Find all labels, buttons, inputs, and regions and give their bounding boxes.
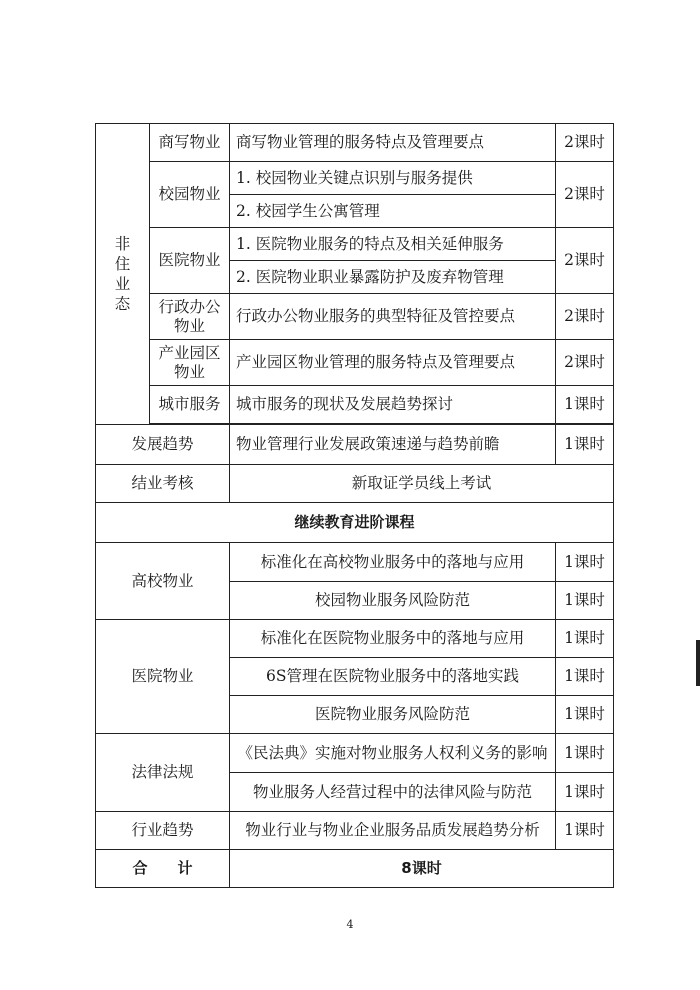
category-cell: 城市服务 [150, 386, 230, 424]
table-row [96, 228, 614, 261]
category-cell: 校园物业 [150, 162, 230, 228]
table-row [96, 425, 614, 465]
hours-cell: 1课时 [556, 773, 614, 812]
hours-cell: 1课时 [556, 734, 614, 773]
topic-cell: 医院物业服务风险防范 [230, 696, 556, 734]
category-cell: 高校物业 [96, 543, 230, 620]
topic-cell: 物业服务人经营过程中的法律风险与防范 [230, 773, 556, 812]
category-cell: 产业园区 物业 [150, 340, 230, 386]
topic-cell: 1. 医院物业服务的特点及相关延伸服务 [230, 228, 556, 261]
topic-cell: 商写物业管理的服务特点及管理要点 [230, 124, 556, 162]
page-number: 4 [346, 918, 354, 931]
category-cell: 法律法规 [96, 734, 230, 812]
topic-cell: 校园物业服务风险防范 [230, 582, 556, 620]
hours-cell: 1课时 [556, 812, 614, 850]
category-cell: 商写物业 [150, 124, 230, 162]
table-row [96, 734, 614, 773]
table-row [96, 465, 614, 503]
table-row [96, 543, 614, 582]
hours-cell: 2课时 [556, 340, 614, 386]
category-cell: 发展趋势 [96, 425, 230, 465]
table-row [96, 503, 614, 543]
hours-cell: 1课时 [556, 696, 614, 734]
topic-cell: 2. 校园学生公寓管理 [230, 195, 556, 228]
hours-cell: 1课时 [556, 543, 614, 582]
topic-cell: 城市服务的现状及发展趋势探讨 [230, 386, 556, 424]
table-row [96, 620, 614, 658]
hours-cell: 1课时 [556, 582, 614, 620]
topic-cell: 新取证学员线上考试 [230, 465, 614, 503]
table-row [96, 850, 614, 888]
topic-cell: 标准化在医院物业服务中的落地与应用 [230, 620, 556, 658]
topic-cell: 行政办公物业服务的典型特征及管控要点 [230, 294, 556, 340]
table-row [96, 812, 614, 850]
table-row [96, 340, 614, 386]
topic-cell: 6S管理在医院物业服务中的落地实践 [230, 658, 556, 696]
hours-cell: 2课时 [556, 124, 614, 162]
category-cell: 医院物业 [96, 620, 230, 734]
topic-cell: 标准化在高校物业服务中的落地与应用 [230, 543, 556, 582]
course-table [95, 123, 614, 888]
category-cell: 结业考核 [96, 465, 230, 503]
hours-cell: 1课时 [556, 425, 614, 465]
nonresidential-category: 非 住 业 态 [96, 124, 150, 425]
page-edge-tab [696, 640, 700, 686]
hours-cell: 1课时 [556, 620, 614, 658]
hours-cell: 1课时 [556, 386, 614, 424]
table-row [96, 386, 614, 424]
table-row [96, 294, 614, 340]
category-cell: 行政办公 物业 [150, 294, 230, 340]
topic-cell: 2. 医院物业职业暴露防护及废弃物管理 [230, 261, 556, 294]
section-heading: 继续教育进阶课程 [96, 503, 614, 543]
table-row [96, 124, 614, 162]
category-cell: 医院物业 [150, 228, 230, 294]
hours-cell: 2课时 [556, 162, 614, 228]
hours-cell: 2课时 [556, 228, 614, 294]
hours-cell: 1课时 [556, 658, 614, 696]
topic-cell: 物业行业与物业企业服务品质发展趋势分析 [230, 812, 556, 850]
total-value: 8课时 [230, 850, 614, 888]
topic-cell: 物业管理行业发展政策速递与趋势前瞻 [230, 425, 556, 465]
topic-cell: 产业园区物业管理的服务特点及管理要点 [230, 340, 556, 386]
topic-cell: 《民法典》实施对物业服务人权利义务的影响 [230, 734, 556, 773]
total-label: 合 计 [96, 850, 230, 888]
category-cell: 行业趋势 [96, 812, 230, 850]
hours-cell: 2课时 [556, 294, 614, 340]
topic-cell: 1. 校园物业关键点识别与服务提供 [230, 162, 556, 195]
table-row [96, 162, 614, 195]
